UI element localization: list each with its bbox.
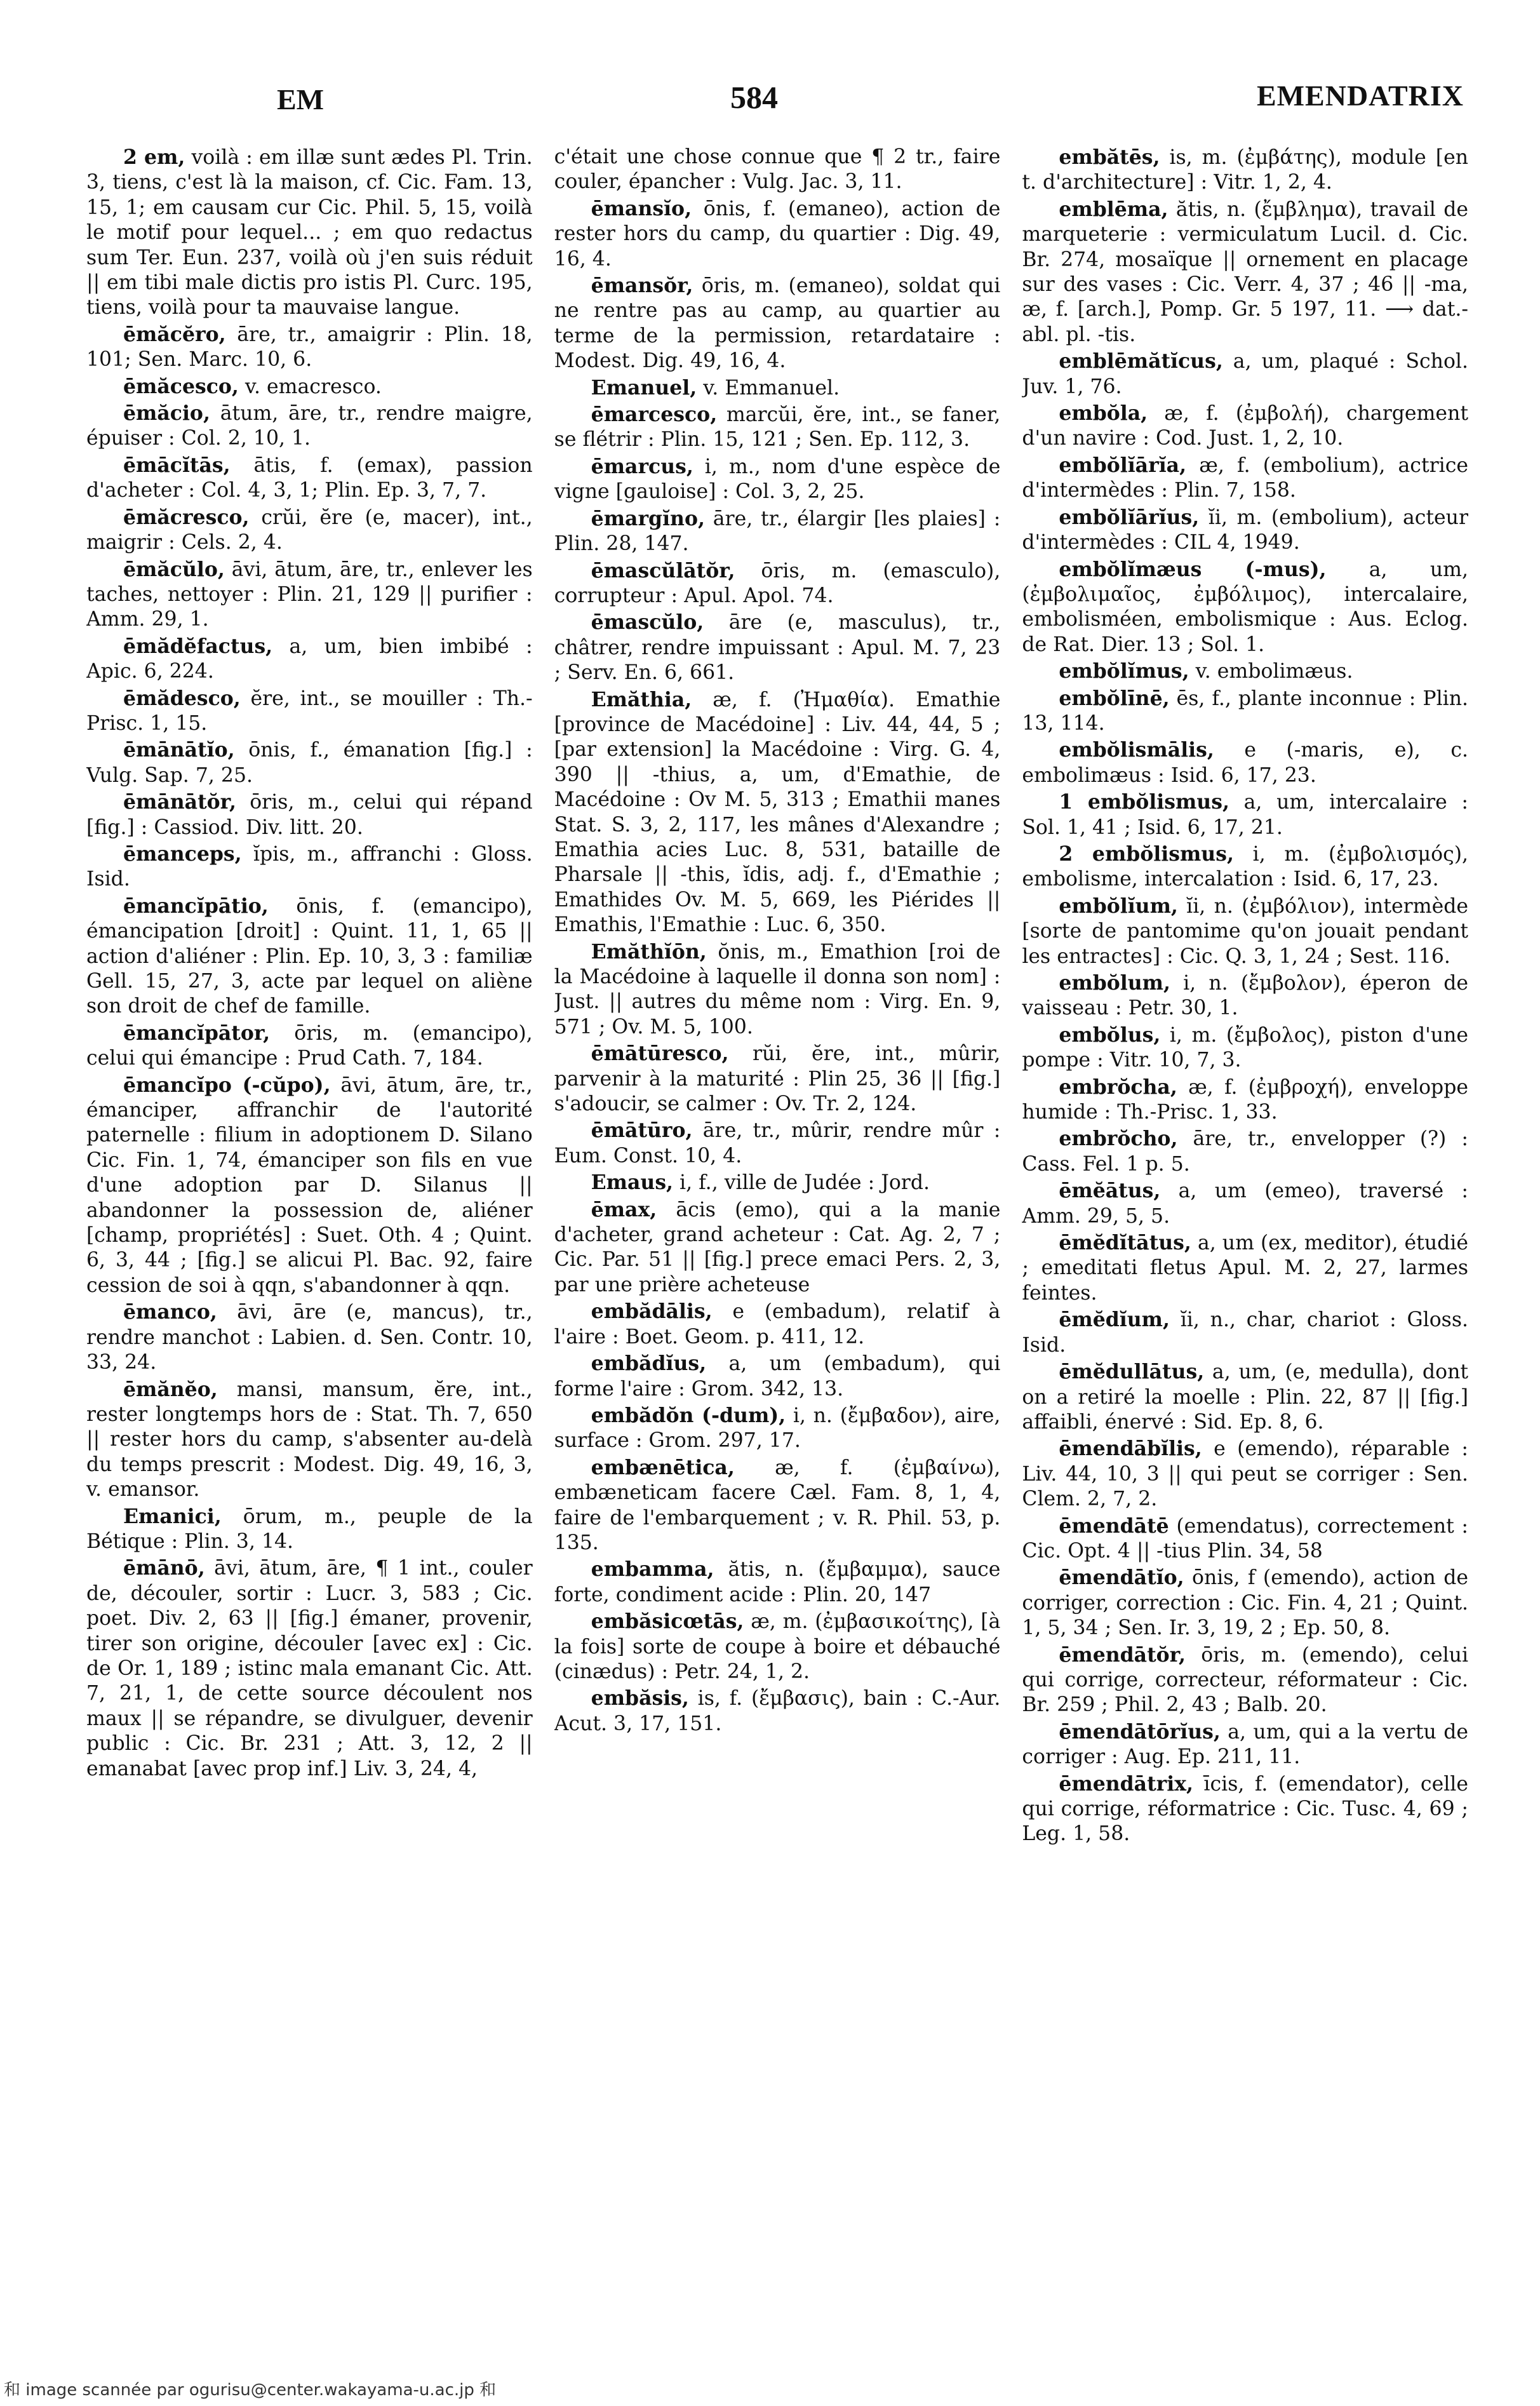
entry-headword: ēmax,	[591, 1197, 657, 1221]
entry-definition: mansi, mansum, ĕre, int., rester longtemps hors de : Stat. Th. 7, 650 || rester hors du camp, s'absenter au-delà du temps prescrit : Modest. Dig. 49, 16, 3, v. emansor.	[86, 1378, 533, 1502]
entry-definition: a, um (emeo), traversé : Amm. 29, 5, 5.	[1022, 1179, 1469, 1228]
entry-definition: ōnis, f. (emaneo), action de rester hors du camp, du quartier : Dig. 49, 16, 4.	[554, 197, 1001, 271]
entry-definition: æ, f. (ἐμβροχή), enveloppe humide : Th.-Prisc. 1, 33.	[1022, 1075, 1469, 1124]
dictionary-entry	[1022, 1178, 1468, 1229]
entry-definition: e (emendo), réparable : Liv. 44, 10, 3 || qui peut se corriger : Sen. Clem. 2, 7, 2.	[1022, 1437, 1469, 1511]
dictionary-entry	[1022, 1023, 1468, 1073]
entry-headword: ēmānātŏr,	[123, 790, 236, 814]
entry-definition: a, um, plaqué : Schol. Juv. 1, 76.	[1022, 350, 1469, 398]
entry-definition: ĭi, n., char, chariot : Gloss. Isid.	[1022, 1308, 1469, 1357]
dictionary-entry	[554, 1557, 1001, 1608]
entry-headword: ēmănĕo,	[123, 1377, 218, 1401]
dictionary-entry	[86, 1556, 533, 1782]
dictionary-columns	[86, 145, 1468, 2330]
entry-definition: āre, tr., élargir [les plaies] : Plin. 28, 147.	[554, 507, 1001, 556]
entry-headword: ēmancĭpātio,	[123, 894, 269, 918]
entry-headword: embænētica,	[591, 1455, 735, 1479]
entry-definition: ŏnis, m., Emathion [roi de la Macédoine à laquelle il donna son nom] : Just. || autres du même nom : Virg. En. 9, 571 ; Ov. M. 5, 100.	[554, 940, 1001, 1038]
dictionary-entry	[1022, 971, 1468, 1021]
entry-headword: ēmădĕfactus,	[123, 634, 273, 658]
entry-headword: embŏlĭmæus (-mus),	[1059, 557, 1327, 581]
entry-definition: a, um, (ἐμβολιμαῖος, ἐμβόλιμος), intercalaire, embolisméen, embolismique : Aus. Eclog. de Rat. Dier. 13 ; Sol. 1.	[1022, 558, 1469, 656]
entry-headword: embătēs,	[1059, 145, 1160, 169]
dictionary-entry	[1022, 790, 1468, 840]
entry-headword: embăsicœtās,	[591, 1610, 744, 1634]
entry-definition: ātum, āre, tr., rendre maigre, épuiser : Col. 2, 10, 1.	[86, 402, 533, 450]
entry-definition: i, n. (ἔμβολον), éperon de vaisseau : Petr. 30, 1.	[1022, 972, 1469, 1020]
entry-headword: ēmānō,	[123, 1556, 205, 1580]
header-left-guideword: EM	[277, 83, 325, 116]
dictionary-entry	[554, 1041, 1001, 1117]
entry-headword: ēmānātĭo,	[123, 738, 235, 762]
dictionary-entry	[86, 737, 533, 788]
entry-definition: v. emacresco.	[244, 375, 382, 398]
entry-definition: ātis, f. (emax), passion d'acheter : Col. 4, 3, 1; Plin. Ep. 3, 7, 7.	[86, 454, 533, 502]
dictionary-entry	[554, 506, 1001, 557]
dictionary-entry	[86, 453, 533, 504]
dictionary-entry	[1022, 659, 1468, 684]
entry-headword: ēmendātōrĭus,	[1059, 1719, 1221, 1744]
entry-definition: āvi, āre (e, mancus), tr., rendre manchot : Labien. d. Sen. Contr. 10, 33, 24.	[86, 1301, 533, 1374]
entry-definition: æ, f. (ἐμβαίνω), embæneticam facere Cæl. Fam. 8, 1, 4, faire de l'embarquement ; v. R. Phil. 53, p. 135.	[554, 1456, 1001, 1554]
entry-headword: embŏlīnē,	[1059, 686, 1170, 710]
entry-definition: a, um, (e, medulla), dont on a retiré la moelle : Plin. 22, 87 || [fig.] affaibli, énervé : Sid. Ep. 8, 6.	[1022, 1361, 1469, 1434]
entry-definition: ōnis, f (emendo), action de corriger, correction : Cic. Fin. 4, 21 ; Quint. 1, 5, 34 ; Sen. Ir. 3, 19, 2 ; Ep. 50, 8.	[1022, 1566, 1469, 1640]
entry-headword: emblēma,	[1059, 197, 1168, 221]
column-1	[86, 145, 533, 2330]
header-right-guideword: EMENDATRIX	[1256, 79, 1464, 112]
entry-headword: ēmancĭpo (-cŭpo),	[123, 1073, 331, 1097]
entry-headword: ēmarcesco,	[591, 403, 718, 427]
dictionary-entry	[1022, 401, 1468, 452]
entry-definition: ōrum, m., peuple de la Bétique : Plin. 3, 14.	[86, 1505, 533, 1553]
dictionary-entry	[554, 1118, 1001, 1169]
entry-headword: embŏlismālis,	[1059, 738, 1214, 762]
entry-definition: c'était une chose connue que ¶ 2 tr., faire couler, épancher : Vulg. Jac. 3, 11.	[554, 145, 1001, 194]
entry-definition: ēs, f., plante inconnue : Plin. 13, 114.	[1022, 687, 1469, 735]
entry-headword: ēmendātrix,	[1059, 1771, 1193, 1796]
entry-headword: embŏlĭārĭus,	[1059, 505, 1200, 529]
entry-headword: ēmĕdĭtātus,	[1059, 1231, 1191, 1255]
entry-definition: ōris, m. (emancipo), celui qui émancipe : Prud Cath. 7, 184.	[86, 1021, 533, 1070]
entry-definition: ōris, m. (emaneo), soldat qui ne rentre pas au camp, au quartier au terme de la permission, retardataire : Modest. Dig. 49, 16, 4.	[554, 274, 1001, 373]
entry-headword: ēmansŏr,	[591, 274, 693, 298]
entry-definition: i, m. (ἐμβολισμός), embolisme, intercalation : Isid. 6, 17, 23.	[1022, 842, 1469, 891]
dictionary-entry	[1022, 1436, 1468, 1512]
entry-headword: embŏlum,	[1059, 971, 1170, 995]
page-number: 584	[730, 79, 778, 115]
entry-headword: ēmascŭlātŏr,	[591, 558, 735, 582]
entry-definition: ătis, n. (ἔμβλημα), travail de marqueterie : vermiculatum Lucil. d. Cic. Br. 274, mosaïque || ornement en placage sur des vases : Cic. Verr. 4, 37 ; 46 || -ma, æ, f. [arch.], Pomp. Gr. 5 197, 11. ⟶ dat.-abl. pl. -tis.	[1022, 198, 1469, 346]
entry-headword: embamma,	[591, 1557, 714, 1582]
dictionary-entry	[1022, 1359, 1468, 1435]
dictionary-entry	[86, 557, 533, 633]
dictionary-entry	[1022, 453, 1468, 504]
dictionary-entry	[554, 145, 1001, 195]
entry-headword: ēmădesco,	[123, 686, 241, 710]
entry-definition: ōnis, f. (emancipo), émancipation [droit] : Quint. 11, 1, 65 || action d'aliéner : Plin. Ep. 10, 3, 3 : familiæ Gell. 15, 27, 3, acte par lequel on aliène son droit de chef de famille.	[86, 894, 533, 1018]
dictionary-entry	[1022, 1643, 1468, 1718]
entry-definition: (emendatus), correctement : Cic. Opt. 4 || -tius Plin. 34, 58	[1022, 1514, 1469, 1563]
entry-headword: embrŏcho,	[1059, 1127, 1178, 1151]
dictionary-entry	[1022, 197, 1468, 347]
dictionary-entry	[554, 196, 1001, 272]
entry-headword: Emaus,	[591, 1171, 674, 1195]
entry-headword: ēmātūro,	[591, 1119, 693, 1143]
dictionary-entry	[554, 402, 1001, 453]
entry-headword: embăsis,	[591, 1686, 689, 1710]
entry-definition: ōris, m. (emendo), celui qui corrige, correcteur, réformateur : Cic. Br. 259 ; Phil. 2, 43 ; Balb. 20.	[1022, 1643, 1469, 1717]
dictionary-entry	[86, 505, 533, 556]
entry-headword: ēmăcŭlo,	[123, 557, 225, 581]
dictionary-entry	[86, 790, 533, 840]
entry-definition: ĭpis, m., affranchi : Gloss. Isid.	[86, 842, 533, 891]
entry-definition: a, um, bien imbibé : Apic. 6, 224.	[86, 635, 533, 683]
entry-headword: ēmancĭpātor,	[123, 1021, 271, 1045]
dictionary-entry	[1022, 1230, 1468, 1306]
entry-definition: āre, tr., envelopper (?) : Cass. Fel. 1 p. 5.	[1022, 1127, 1469, 1176]
dictionary-entry	[1022, 557, 1468, 658]
dictionary-entry	[554, 1170, 1001, 1195]
entry-definition: ōris, m., celui qui répand [fig.] : Cassiod. Div. litt. 20.	[86, 791, 533, 839]
entry-definition: ătis, n. (ἔμβαμμα), sauce forte, condiment acide : Plin. 20, 147	[554, 1558, 1001, 1606]
entry-definition: e (embadum), relatif à l'aire : Boet. Geom. p. 411, 12.	[554, 1300, 1001, 1348]
entry-definition: æ, f. (ἐμβολή), chargement d'un navire : Cod. Just. 1, 2, 10.	[1022, 402, 1469, 450]
entry-headword: embŏlĭārĭa,	[1059, 453, 1187, 477]
entry-definition: āvi, ātum, āre, ¶ 1 int., couler de, découler, sortir : Lucr. 3, 583 ; Cic. poet. Div. 2, 63 || [fig.] émaner, provenir, tirer son origine, découler [avec ex] : Cic. de Or. 1, 189 ; istinc mala emanant Cic. Att. 7, 21, 1, de cette source découlent nos maux || se répandre, se divulguer, devenir public : Cic. Br. 231 ; Att. 3, 12, 2 || emanabat [avec prop inf.] Liv. 3, 24, 4,	[86, 1557, 533, 1780]
entry-definition: a, um, intercalaire : Sol. 1, 41 ; Isid. 6, 17, 21.	[1022, 791, 1469, 839]
entry-headword: ēmăcresco,	[123, 505, 250, 529]
entry-headword: 2 embŏlismus,	[1059, 842, 1234, 866]
dictionary-entry	[1022, 1075, 1468, 1126]
entry-headword: ēmăcio,	[123, 401, 210, 426]
dictionary-entry	[86, 1377, 533, 1503]
entry-headword: Emăthia,	[591, 687, 692, 711]
column-3	[1022, 145, 1468, 2330]
entry-headword: ēmăcĕro,	[123, 322, 226, 346]
entry-definition: v. embolimæus.	[1195, 660, 1353, 683]
entry-headword: ēmĕdĭum,	[1059, 1308, 1170, 1332]
dictionary-entry	[86, 374, 533, 400]
dictionary-entry	[1022, 842, 1468, 892]
entry-headword: ēmendātē	[1059, 1514, 1169, 1538]
entry-definition: ĕre, int., se mouiller : Th.-Prisc. 1, 15.	[86, 687, 533, 735]
entry-definition: i, f., ville de Judée : Jord.	[680, 1171, 930, 1195]
entry-headword: Emăthĭōn,	[591, 939, 707, 964]
entry-headword: ēmargĭno,	[591, 506, 705, 530]
entry-headword: ēmendātŏr,	[1059, 1643, 1186, 1667]
dictionary-entry	[86, 401, 533, 452]
entry-headword: embădŏn (-dum),	[591, 1403, 786, 1427]
dictionary-entry	[1022, 686, 1468, 737]
entry-headword: embŏlus,	[1059, 1023, 1161, 1047]
entry-definition: æ, f. (embolium), actrice d'intermèdes : Plin. 7, 158.	[1022, 454, 1469, 502]
entry-headword: ēmarcus,	[591, 454, 693, 478]
dictionary-entry	[86, 322, 533, 373]
entry-definition: āvi, ātum, āre, tr., enlever les taches, nettoyer : Plin. 21, 129 || purifier : Amm. 29, 1.	[86, 558, 533, 631]
entry-headword: embŏlĭmus,	[1059, 659, 1189, 683]
dictionary-entry	[1022, 1771, 1468, 1847]
dictionary-entry	[86, 842, 533, 892]
entry-headword: 2 em,	[123, 145, 185, 169]
entry-headword: ēmĕdullātus,	[1059, 1360, 1205, 1384]
dictionary-entry	[554, 1351, 1001, 1402]
dictionary-entry	[1022, 1307, 1468, 1358]
entry-definition: rŭi, ĕre, int., mûrir, parvenir à la maturité : Plin 25, 36 || [fig.] s'adoucir, se calmer : Ov. Tr. 2, 124.	[554, 1042, 1001, 1116]
dictionary-entry	[554, 610, 1001, 685]
dictionary-entry	[1022, 349, 1468, 400]
dictionary-entry	[1022, 894, 1468, 969]
entry-headword: embădālis,	[591, 1300, 713, 1324]
entry-definition: æ, f. (Ἠμαθία). Emathie [province de Macédoine] : Liv. 44, 44, 5 ; [par extension] la Macédoine : Virg. G. 4, 390 || -thius, a, um, d'Emathie, de Macédoine : Ov M. 5, 313 ; Emathii manes Stat. S. 3, 2, 117, les mânes d'Alexandre ; Emathia acies Luc. 8, 531, bataille de Pharsale || -this, ĭdis, adj. f., d'Emathie ; Emathides Ov. M. 5, 669, les Piérides || Emathis, l'Emathie : Luc. 6, 350.	[554, 688, 1001, 937]
dictionary-entry	[1022, 145, 1468, 196]
dictionary-entry	[1022, 505, 1468, 556]
column-2	[554, 145, 1001, 2330]
dictionary-entry	[554, 558, 1001, 609]
dictionary-entry	[86, 1073, 533, 1299]
dictionary-entry	[1022, 1514, 1468, 1564]
dictionary-entry	[1022, 1719, 1468, 1770]
entry-headword: 1 embŏlismus,	[1059, 790, 1229, 814]
dictionary-entry	[86, 1021, 533, 1072]
entry-headword: emblēmătĭcus,	[1059, 349, 1223, 373]
entry-definition: ĭi, n. (ἐμβόλιον), intermède [sorte de pantomime qu'on jouait pendant les entractes] : Cic. Q. 3, 1, 24 ; Sest. 116.	[1022, 894, 1469, 968]
dictionary-entry	[554, 1197, 1001, 1298]
entry-headword: ēmanco,	[123, 1300, 217, 1324]
scan-credit: 和 image scannée par ogurisu@center.wakayama-u.ac.jp 和	[4, 2381, 497, 2400]
entry-headword: ēmendābĭlis,	[1059, 1437, 1202, 1461]
dictionary-entry	[86, 145, 533, 321]
entry-definition: crŭi, ĕre (e, macer), int., maigrir : Cels. 2, 4.	[86, 506, 533, 554]
dictionary-entry	[554, 375, 1001, 401]
entry-definition: ĭi, m. (embolium), acteur d'intermèdes : CIL 4, 1949.	[1022, 506, 1469, 554]
dictionary-entry	[1022, 1126, 1468, 1177]
entry-headword: embrŏcha,	[1059, 1075, 1177, 1099]
entry-definition: is, m. (ἐμβάτης), module [en t. d'architecture] : Vitr. 1, 2, 4.	[1022, 146, 1469, 194]
entry-definition: i, n. (ἔμβαδον), aire, surface : Grom. 297, 17.	[554, 1404, 1001, 1453]
entry-definition: is, f. (ἔμβασις), bain : C.-Aur. Acut. 3, 17, 151.	[554, 1687, 1001, 1735]
entry-definition: v. Emmanuel.	[703, 376, 840, 400]
entry-headword: ēmĕātus,	[1059, 1179, 1161, 1203]
entry-headword: ēmansĭo,	[591, 196, 692, 220]
entry-definition: āre (e, masculus), tr., châtrer, rendre impuissant : Apul. M. 7, 23 ; Serv. En. 6, 661.	[554, 611, 1001, 685]
entry-headword: embădĭus,	[591, 1352, 707, 1376]
dictionary-entry	[86, 1504, 533, 1555]
dictionary-entry	[86, 686, 533, 737]
entry-definition: īcis, f. (emendator), celle qui corrige, réformatrice : Cic. Tusc. 4, 69 ; Leg. 1, 58.	[1022, 1772, 1469, 1846]
page-header	[0, 70, 1540, 127]
dictionary-entry	[554, 454, 1001, 505]
entry-definition: āre, tr., mûrir, rendre mûr : Eum. Const. 10, 4.	[554, 1119, 1001, 1167]
dictionary-entry	[554, 273, 1001, 374]
dictionary-entry	[554, 687, 1001, 938]
entry-definition: a, um (embadum), qui forme l'aire : Grom. 342, 13.	[554, 1352, 1001, 1401]
dictionary-entry	[86, 894, 533, 1019]
entry-definition: ōnis, f., émanation [fig.] : Vulg. Sap. 7, 25.	[86, 739, 533, 787]
dictionary-entry	[554, 1609, 1001, 1684]
dictionary-entry	[554, 1403, 1001, 1454]
entry-headword: embŏla,	[1059, 401, 1148, 426]
dictionary-entry	[1022, 1565, 1468, 1641]
entry-headword: embŏlĭum,	[1059, 894, 1178, 918]
entry-definition: e (-maris, e), c. embolimæus : Isid. 6, 17, 23.	[1022, 739, 1469, 787]
entry-headword: ēmascŭlo,	[591, 610, 704, 635]
entry-headword: Emanuel,	[591, 375, 697, 400]
entry-headword: ēmendātĭo,	[1059, 1566, 1184, 1590]
dictionary-entry	[554, 1686, 1001, 1737]
entry-definition: marcŭi, ĕre, int., se faner, se flétrir : Plin. 15, 121 ; Sen. Ep. 112, 3.	[554, 403, 1001, 452]
entry-definition: ācis (emo), qui a la manie d'acheter, grand acheteur : Cat. Ag. 2, 7 ; Cic. Par. 51 || [fig.] prece emaci Pers. 2, 3, par une prière acheteuse	[554, 1198, 1001, 1296]
dictionary-entry	[86, 634, 533, 685]
dictionary-entry	[554, 1299, 1001, 1350]
entry-definition: voilà : em illæ sunt ædes Pl. Trin. 3, tiens, c'est là la maison, cf. Cic. Fam. 13, 15, 1; em causam cur Cic. Phil. 5, 15, voilà le motif pour lequel... ; em quo redactus sum Ter. Eun. 237, voilà où j'en suis réduit || em tibi male dictis pro istis Pl. Curc. 195, tiens, voilà pour ta mauvaise langue.	[86, 146, 533, 319]
dictionary-entry	[554, 939, 1001, 1040]
entry-headword: ēmăcesco,	[123, 374, 239, 398]
entry-definition: a, um, qui a la vertu de corriger : Aug. Ep. 211, 11.	[1022, 1720, 1469, 1769]
entry-headword: Emanici,	[123, 1504, 222, 1528]
entry-definition: āre, tr., amaigrir : Plin. 18, 101; Sen. Marc. 10, 6.	[86, 323, 533, 372]
dictionary-entry	[1022, 737, 1468, 788]
entry-definition: ōris, m. (emasculo), corrupteur : Apul. Apol. 74.	[554, 559, 1001, 607]
entry-definition: i, m. (ἔμβολος), piston d'une pompe : Vitr. 10, 7, 3.	[1022, 1023, 1469, 1072]
entry-definition: a, um (ex, meditor), étudié ; emeditati fletus Apul. M. 2, 27, larmes feintes.	[1022, 1232, 1469, 1305]
entry-headword: ēmātūresco,	[591, 1042, 729, 1066]
entry-headword: ēmācĭtās,	[123, 453, 231, 477]
dictionary-entry	[554, 1455, 1001, 1556]
entry-definition: āvi, ātum, āre, tr., émanciper, affranchir de l'autorité paternelle : filium in adoptionem D. Silano Cic. Fin. 1, 74, émanciper son fils en vue d'une adoption par D. Silanus || abandonner la possession de, aliéner [champ, propriétés] : Suet. Oth. 4 ; Quint. 6, 3, 44 ; [fig.] se alicui Pl. Bac. 92, faire cession de soi à qqn, s'abandonner à qqn.	[86, 1073, 533, 1297]
entry-definition: æ, m. (ἐμβασικοίτης), [à la fois] sorte de coupe à boire et débauché (cinædus) : Petr. 24, 1, 2.	[554, 1610, 1001, 1683]
dictionary-entry	[86, 1300, 533, 1375]
entry-definition: i, m., nom d'une espèce de vigne [gauloise] : Col. 3, 2, 25.	[554, 455, 1001, 504]
entry-headword: ēmanceps,	[123, 842, 242, 866]
